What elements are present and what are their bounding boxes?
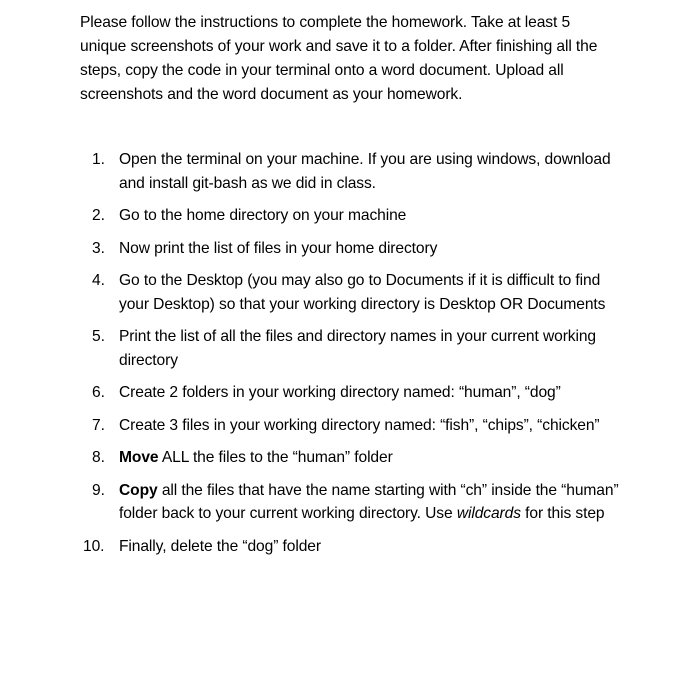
list-item — [92, 446, 622, 470]
step-number: 3. — [92, 239, 105, 257]
step-number: 10. — [83, 537, 105, 555]
step-number: 2. — [92, 207, 105, 224]
step-text: Now print the list of files in your home directory — [119, 239, 438, 257]
list-item — [92, 479, 622, 526]
step-text: ALL the files to the “human” folder — [158, 449, 393, 466]
intro-paragraph: Please follow the instructions to complete the homework. Take at least 5 unique screenshots of your work and save it to a folder. After finishing all the steps, copy the code in your terminal onto a word document. Upload all screenshots and the word document as your homework. — [80, 14, 598, 103]
list-item — [92, 269, 622, 316]
list-item — [83, 535, 622, 559]
step-text-after: for this step — [520, 505, 605, 522]
step-text: all the files that have the name starting with “ch” inside the “human” folder back to your current working directory. Use — [119, 481, 619, 522]
step-text: Finally, delete the “dog” folder — [119, 537, 321, 555]
list-item — [92, 414, 622, 438]
step-italic-keyword: wildcards — [456, 505, 521, 522]
steps-list — [83, 148, 622, 567]
list-item — [92, 204, 622, 228]
step-number: 9. — [92, 481, 105, 499]
step-text: Create 3 files in your working directory named: “fish”, “chips”, “chicken” — [119, 416, 600, 434]
step-number: 4. — [92, 272, 105, 289]
step-text: Go to the Desktop (you may also go to Documents if it is difficult to find your Desktop) so that your working directory is Desktop OR Documents — [119, 272, 606, 313]
step-number: 5. — [92, 328, 105, 345]
step-number: 6. — [92, 384, 105, 401]
list-item — [92, 148, 622, 195]
list-item — [92, 237, 622, 261]
step-bold-keyword: Move — [119, 449, 159, 466]
step-text: Open the terminal on your machine. If you are using windows, download and install git-bash as we did in class. — [119, 151, 611, 192]
step-text: Print the list of all the files and directory names in your current working directory — [119, 328, 596, 369]
step-number: 8. — [92, 449, 105, 466]
step-text: Go to the home directory on your machine — [119, 207, 407, 224]
step-number: 1. — [92, 151, 105, 168]
step-bold-keyword: Copy — [119, 481, 158, 499]
list-item — [92, 325, 622, 372]
list-item — [92, 381, 622, 405]
step-number: 7. — [92, 416, 105, 434]
step-text: Create 2 folders in your working directory named: “human”, “dog” — [119, 384, 561, 401]
